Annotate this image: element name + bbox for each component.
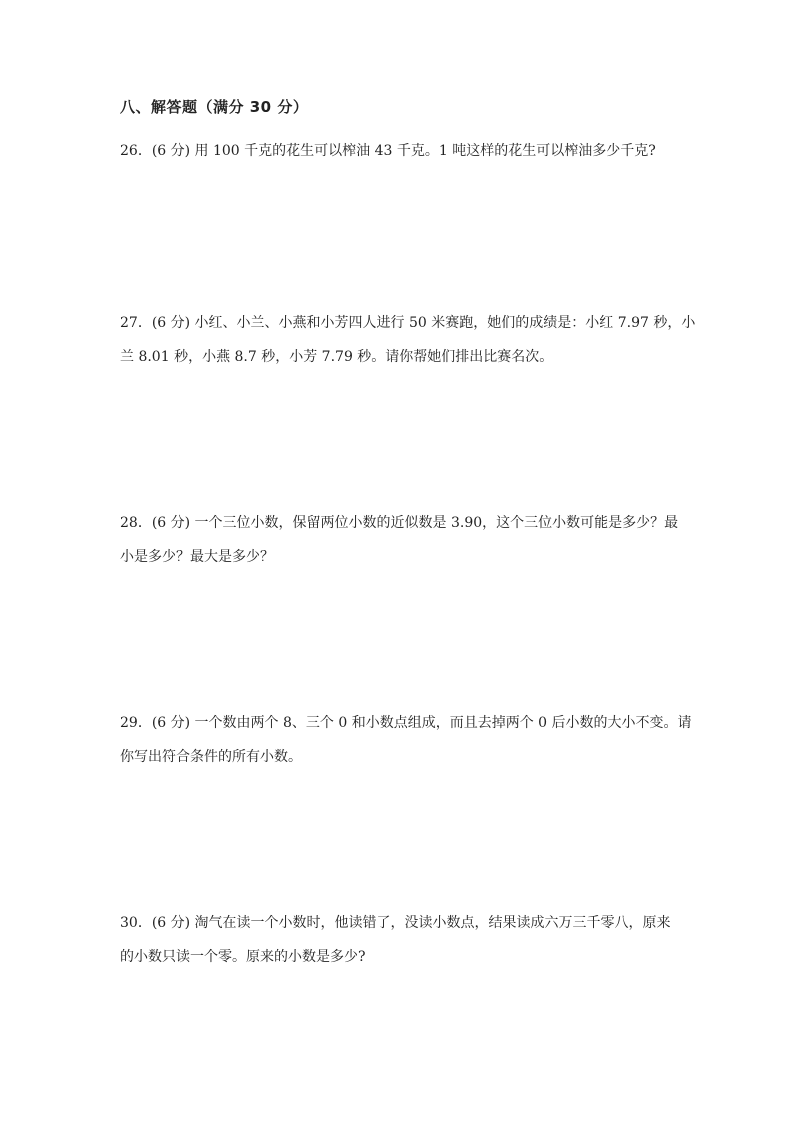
question-text-line: 小是多少？最大是多少？ — [120, 549, 274, 565]
question-text-line: 30．(6 分) 淘气在读一个小数时，他读错了，没读小数点，结果读成六万三千零八，原来 — [120, 915, 671, 931]
question-text-line: 29．(6 分) 一个数由两个 8、三个 0 和小数点组成，而且去掉两个 0 后小数的大小不变。请 — [120, 715, 692, 731]
question-text-line: 27．(6 分) 小红、小兰、小燕和小芳四人进行 50 米赛跑，她们的成绩是：小红 7.97 秒，小 — [120, 315, 696, 331]
question-26 — [120, 134, 680, 168]
question-text-line: 你写出符合条件的所有小数。 — [120, 749, 302, 765]
question-text-line: 兰 8.01 秒，小燕 8.7 秒，小芳 7.79 秒。请你帮她们排出比赛名次。 — [120, 349, 554, 365]
question-text-line: 的小数只读一个零。原来的小数是多少? — [120, 949, 366, 965]
question-text-line: 28．(6 分) 一个三位小数，保留两位小数的近似数是 3.90，这个三位小数可能是多少？最 — [120, 515, 679, 531]
question-27 — [120, 306, 696, 374]
question-text-line: 26．(6 分) 用 100 千克的花生可以榨油 43 千克。1 吨这样的花生可以榨油多少千克? — [120, 143, 656, 159]
question-28 — [120, 506, 680, 574]
question-29 — [120, 706, 692, 774]
section-title: 八、解答题（满分 30 分） — [120, 98, 309, 116]
question-30 — [120, 906, 680, 974]
